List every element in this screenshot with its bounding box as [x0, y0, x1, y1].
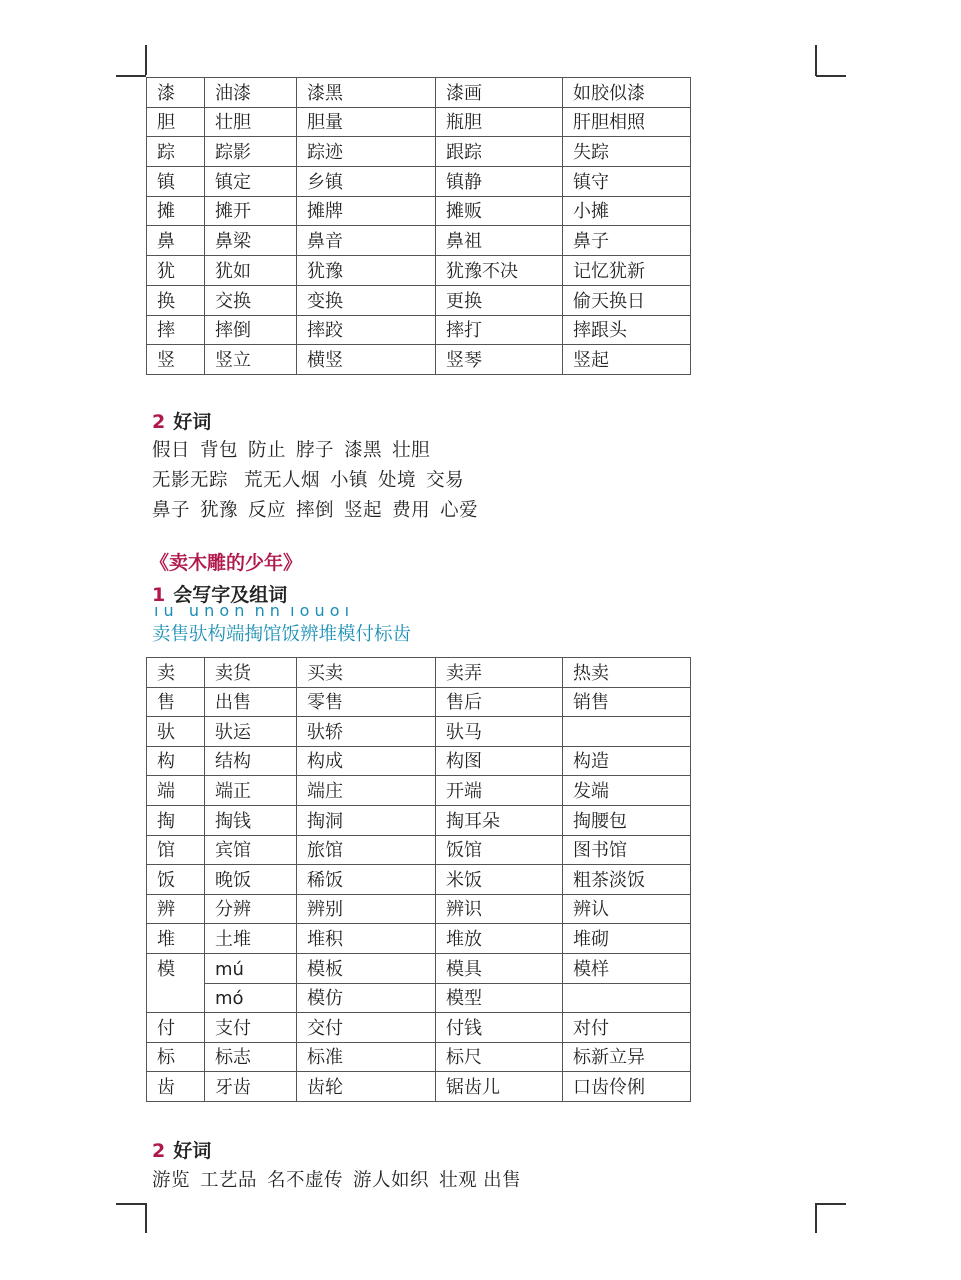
word-cell: 米饭	[436, 865, 563, 895]
word-cell: 犹豫	[297, 256, 436, 286]
character-cell: 胆	[147, 107, 205, 137]
word-cell: 图书馆	[563, 835, 691, 865]
word-cell: 辨识	[436, 894, 563, 924]
word-cell: 鼻梁	[205, 226, 297, 256]
character-cell: 构	[147, 746, 205, 776]
word: 壮胆	[392, 440, 431, 461]
lesson-title: 《卖木雕的少年》	[150, 552, 303, 574]
word: 竖起	[344, 500, 383, 521]
character-cell: 标	[147, 1042, 205, 1072]
word-cell: 标准	[297, 1042, 436, 1072]
word-cell: 失踪	[563, 137, 691, 167]
word: 脖子	[296, 440, 335, 461]
section-number: 2	[152, 411, 166, 433]
character-cell: 镇	[147, 167, 205, 197]
section-heading-good-words-1	[152, 407, 211, 434]
word-cell: 堆砌	[563, 924, 691, 954]
word: 心爱	[440, 500, 479, 521]
table-row	[147, 78, 691, 108]
table-row	[147, 983, 691, 1013]
table-row	[147, 196, 691, 226]
word-cell: 构图	[436, 746, 563, 776]
table-row	[147, 746, 691, 776]
character-cell: 端	[147, 776, 205, 806]
crop-mark-top-right-v	[815, 45, 817, 76]
table-row	[147, 658, 691, 688]
word-cell: 犹如	[205, 256, 297, 286]
word-cell: 牙齿	[205, 1072, 297, 1102]
word-cell: 买卖	[297, 658, 436, 688]
word-cell: 竖琴	[436, 345, 563, 375]
word-cell: 卖货	[205, 658, 297, 688]
word: 无影无踪	[152, 470, 229, 491]
word-cell: 晚饭	[205, 865, 297, 895]
word-cell: 漆黑	[297, 78, 436, 108]
character-cell: 卖	[147, 658, 205, 688]
table-row	[147, 256, 691, 286]
word-cell: 竖起	[563, 345, 691, 375]
character-cell: 付	[147, 1013, 205, 1043]
word: 名不虚传	[267, 1170, 344, 1191]
word: 摔倒	[296, 500, 335, 521]
crop-mark-bottom-right-h	[816, 1203, 846, 1205]
word-cell	[563, 717, 691, 747]
table-row	[147, 315, 691, 345]
word-cell: 掏钱	[205, 805, 297, 835]
word-cell: 付钱	[436, 1013, 563, 1043]
word-cell: 如胶似漆	[563, 78, 691, 108]
word: 小镇	[330, 470, 369, 491]
word-cell: 销售	[563, 687, 691, 717]
word-cell: 油漆	[205, 78, 297, 108]
character-cell	[147, 983, 205, 1013]
word-cell: 堆放	[436, 924, 563, 954]
table-row	[147, 1072, 691, 1102]
table-row	[147, 345, 691, 375]
word: 反应	[248, 500, 287, 521]
word-cell: 卖弄	[436, 658, 563, 688]
word-cell: 结构	[205, 746, 297, 776]
character-cell: 踪	[147, 137, 205, 167]
word-cell: 记忆犹新	[563, 256, 691, 286]
word-cell: 掏洞	[297, 805, 436, 835]
word-cell: 土堆	[205, 924, 297, 954]
character-cell: 辨	[147, 894, 205, 924]
word-cell: 摊开	[205, 196, 297, 226]
pinyin-hint: ı u u n o n n n ı o u o ı	[154, 601, 350, 620]
word-cell: 标新立异	[563, 1042, 691, 1072]
word-cell: 模型	[436, 983, 563, 1013]
word: 背包	[200, 440, 239, 461]
section-number: 1	[152, 584, 166, 606]
word: 工艺品	[200, 1170, 258, 1191]
word-cell: 端庄	[297, 776, 436, 806]
word: 荒无人烟	[244, 470, 321, 491]
good-words-line-4	[152, 1166, 531, 1192]
section-heading-good-words-2	[152, 1136, 211, 1163]
word: 假日	[152, 440, 191, 461]
word-cell: 镇定	[205, 167, 297, 197]
section-heading-text: 会写字及组词	[173, 584, 288, 606]
character-cell: 饭	[147, 865, 205, 895]
table-row	[147, 687, 691, 717]
word-cell: 分辨	[205, 894, 297, 924]
word-cell: 齿轮	[297, 1072, 436, 1102]
word-cell: 小摊	[563, 196, 691, 226]
word-cell: 交付	[297, 1013, 436, 1043]
character-cell: 掏	[147, 805, 205, 835]
word-cell: 饭馆	[436, 835, 563, 865]
word-cell: 构造	[563, 746, 691, 776]
character-cell: 鼻	[147, 226, 205, 256]
crop-mark-top-left-v	[145, 45, 147, 75]
character-cell: 堆	[147, 924, 205, 954]
character-cell: 模	[147, 953, 205, 983]
word: 鼻子	[152, 500, 191, 521]
word-cell: mú	[205, 953, 297, 983]
word-cell: 支付	[205, 1013, 297, 1043]
word-cell: 镇静	[436, 167, 563, 197]
character-cell: 售	[147, 687, 205, 717]
word: 壮观	[439, 1170, 478, 1191]
word-cell	[563, 983, 691, 1013]
table-row	[147, 865, 691, 895]
word-cell: 更换	[436, 285, 563, 315]
character-cell: 齿	[147, 1072, 205, 1102]
table-row	[147, 107, 691, 137]
word-cell: 宾馆	[205, 835, 297, 865]
word-cell: 竖立	[205, 345, 297, 375]
word-cell: 摊牌	[297, 196, 436, 226]
word-cell: 交换	[205, 285, 297, 315]
word-cell: 摔跟头	[563, 315, 691, 345]
word-cell: 摔倒	[205, 315, 297, 345]
character-cell: 犹	[147, 256, 205, 286]
word-cell: 驮马	[436, 717, 563, 747]
word-cell: 稀饭	[297, 865, 436, 895]
word-cell: 胆量	[297, 107, 436, 137]
word-cell: 犹豫不决	[436, 256, 563, 286]
word-cell: 粗茶淡饭	[563, 865, 691, 895]
word-cell: 口齿伶俐	[563, 1072, 691, 1102]
table-row	[147, 285, 691, 315]
word-cell: 鼻子	[563, 226, 691, 256]
word-cell: 踪影	[205, 137, 297, 167]
word: 漆黑	[344, 440, 383, 461]
word-cell: 标志	[205, 1042, 297, 1072]
section-heading-text: 好词	[173, 411, 212, 433]
word-table-1	[146, 77, 691, 375]
word-table-2	[146, 657, 691, 1102]
word: 防止	[248, 440, 287, 461]
word-cell: 摔打	[436, 315, 563, 345]
word-cell: 掏腰包	[563, 805, 691, 835]
character-cell: 馆	[147, 835, 205, 865]
word: 处境	[378, 470, 417, 491]
word-cell: 热卖	[563, 658, 691, 688]
table-row	[147, 167, 691, 197]
word-cell: 偷天换日	[563, 285, 691, 315]
table-row	[147, 776, 691, 806]
table-row	[147, 924, 691, 954]
word-cell: 鼻音	[297, 226, 436, 256]
word-cell: 漆画	[436, 78, 563, 108]
character-cell: 驮	[147, 717, 205, 747]
word-cell: 模仿	[297, 983, 436, 1013]
word-cell: 模具	[436, 953, 563, 983]
word: 游览	[152, 1170, 191, 1191]
word: 游人如织	[353, 1170, 430, 1191]
table-row	[147, 894, 691, 924]
word-cell: 堆积	[297, 924, 436, 954]
word-cell: 乡镇	[297, 167, 436, 197]
good-words-line-3	[152, 496, 488, 522]
word-cell: 辨别	[297, 894, 436, 924]
word-cell: 肝胆相照	[563, 107, 691, 137]
crop-mark-bottom-left-h	[116, 1203, 146, 1205]
word-cell: 摔跤	[297, 315, 436, 345]
word-cell: 开端	[436, 776, 563, 806]
table-row	[147, 717, 691, 747]
word-cell: 构成	[297, 746, 436, 776]
word-cell: 驮轿	[297, 717, 436, 747]
character-cell: 漆	[147, 78, 205, 108]
crop-mark-top-left-h	[116, 75, 146, 77]
word-cell: 零售	[297, 687, 436, 717]
word-cell: 对付	[563, 1013, 691, 1043]
word-cell: 旅馆	[297, 835, 436, 865]
word: 费用	[392, 500, 431, 521]
word-cell: 出售	[205, 687, 297, 717]
word-cell: 掏耳朵	[436, 805, 563, 835]
character-cell: 换	[147, 285, 205, 315]
word-cell: 镇守	[563, 167, 691, 197]
word-cell: 踪迹	[297, 137, 436, 167]
word-cell: 横竖	[297, 345, 436, 375]
writing-characters: 卖售驮构端掏馆饭辨堆模付标齿	[152, 624, 412, 645]
word-cell: 标尺	[436, 1042, 563, 1072]
character-cell: 摊	[147, 196, 205, 226]
section-heading-text: 好词	[173, 1140, 212, 1162]
word: 出售	[483, 1170, 522, 1191]
crop-mark-top-right-h	[816, 75, 846, 77]
table-row	[147, 137, 691, 167]
word-cell: 售后	[436, 687, 563, 717]
table-row	[147, 835, 691, 865]
table-row	[147, 953, 691, 983]
crop-mark-bottom-right-v	[815, 1203, 817, 1233]
crop-mark-bottom-left-v	[145, 1203, 147, 1233]
word-cell: mó	[205, 983, 297, 1013]
character-cell: 摔	[147, 315, 205, 345]
good-words-line-1	[152, 436, 440, 462]
word-cell: 摊贩	[436, 196, 563, 226]
word: 犹豫	[200, 500, 239, 521]
word-cell: 模板	[297, 953, 436, 983]
word-cell: 变换	[297, 285, 436, 315]
table-row	[147, 1013, 691, 1043]
word-cell: 壮胆	[205, 107, 297, 137]
word: 交易	[426, 470, 465, 491]
good-words-line-2	[152, 466, 474, 492]
word-cell: 端正	[205, 776, 297, 806]
word-cell: 驮运	[205, 717, 297, 747]
character-cell: 竖	[147, 345, 205, 375]
word-cell: 辨认	[563, 894, 691, 924]
table-row	[147, 226, 691, 256]
word-cell: 鼻祖	[436, 226, 563, 256]
table-row	[147, 1042, 691, 1072]
word-cell: 模样	[563, 953, 691, 983]
table-row	[147, 805, 691, 835]
word-cell: 瓶胆	[436, 107, 563, 137]
section-number: 2	[152, 1140, 166, 1162]
word-cell: 跟踪	[436, 137, 563, 167]
word-cell: 锯齿儿	[436, 1072, 563, 1102]
word-cell: 发端	[563, 776, 691, 806]
